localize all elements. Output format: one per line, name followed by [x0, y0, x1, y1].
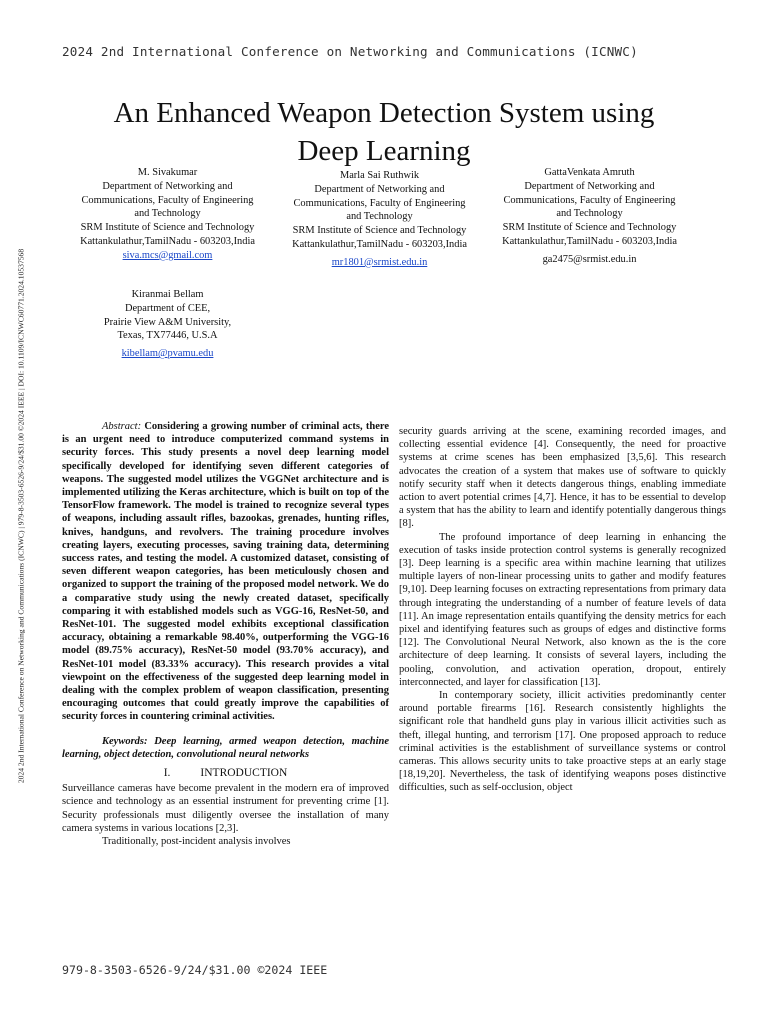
author-dept: Communications, Faculty of Engineering — [293, 197, 466, 209]
right-column — [399, 425, 726, 795]
intro-paragraph-2: Traditionally, post-incident analysis involves — [102, 836, 291, 848]
author-block-1 — [60, 166, 275, 263]
author-email-link[interactable]: siva.mcs@gmail.com — [122, 249, 213, 261]
author-address: Kattankulathur,TamilNadu - 603203,India — [80, 235, 255, 247]
section-number: I. — [163, 767, 171, 780]
author-dept: Department of Networking and — [524, 180, 655, 192]
body-paragraph-1: security guards arriving at the scene, examining recorded images, and collecting essential evidence [4]. Consequently, the need for proactive systems at crime scenes has been emphasized [3,5,6]. This research advocates the creation of a system that makes use of software to quickly notify security staff when it detects dangerous things, enabling immediate action to avert potential crimes [4,7]. Hence, it has to be essential to develop a system that has the ability to learn and identify potentially dangerous things [8]. — [399, 426, 726, 530]
author-dept: and Technology — [346, 211, 413, 223]
abstract-text: Considering a growing number of criminal acts, there is an urgent need to introduce computerized command systems in security forces. This study presents a novel deep learning model specifically developed for identifying seven different categories of weapons. The suggested model utilizes the VGGNet architecture and is implemented utilizing the Keras architecture, which is built on top of the TensorFlow framework. The model is trained to recognize several types of weapons, including assault rifles, bazookas, grenades, hunting rifles, knives, handguns, and revolvers. The training procedure involves creating layers, executing processes, saving training data, determining success rates, and testing the model. A customized dataset, consisting of seven different weapon categories, has been meticulously chosen and organized to support the training of the proposed model network. We do a comparative study using the newly created dataset, specifically comparing it with established models such as VGG-16, ResNet-50, and ResNet-101. The suggested model exhibits exceptional classification accuracy, obtaining a remarkable 98.40%, outperforming the VGG-16 model (89.75% accuracy), ResNet-50 model (93.70% accuracy), and ResNet-101 model (83.33% accuracy). This research provides a vital viewpoint on the effectiveness of the suggested deep learning model in dealing with the complex problem of weapon classification, presenting encouraging outcomes that could greatly improve the capabilities of security forces in countering criminal activities. — [62, 421, 390, 723]
copyright-footer: 979-8-3503-6526-9/24/$31.00 ©2024 IEEE — [62, 963, 328, 977]
author-affiliation: Prairie View A&M University, — [103, 316, 232, 328]
title-line-1: An Enhanced Weapon Detection System using — [113, 97, 655, 129]
author-institution: SRM Institute of Science and Technology — [80, 222, 255, 234]
paper-title — [60, 94, 708, 170]
author-block-3 — [482, 166, 697, 267]
author-name: GattaVenkata Amruth — [544, 167, 635, 178]
author-dept: Department of Networking and — [102, 180, 233, 192]
section-title: INTRODUCTION — [200, 767, 288, 780]
author-block-2 — [272, 169, 487, 270]
keywords-text: Deep learning, armed weapon detection, machine learning, object detection, convolutional neural networks — [62, 735, 389, 760]
abstract-label: Abstract: — [102, 421, 142, 432]
keywords-label: Keywords: — [102, 735, 148, 747]
body-paragraph-2: The profound importance of deep learning in enhancing the execution of tasks inside protection control systems is generally recognized [3]. Deep learning is a specific area within machine learning that utilizes multiple layers of non-linear processing units to gather and modify features [9,10]. Deep learning focuses on extracting representations from primary data through integrating the understanding of a number of feature levels of data [11]. An image representation entails quantifying the density metrics for each pixel and identifying features such as groups of edges and distinctive forms [12]. The Convolutional Neural Network, also known as the is the core architecture of deep learning. It consists of several layers, including the pooling, convolution, and activation operation, dropout, entirely interconnected, and layer for classification [13]. — [399, 531, 726, 688]
author-institution: SRM Institute of Science and Technology — [502, 222, 677, 234]
author-dept: and Technology — [134, 208, 201, 220]
left-column — [62, 420, 389, 848]
author-name: Marla Sai Ruthwik — [339, 170, 420, 181]
title-line-2: Deep Learning — [297, 135, 471, 167]
author-block-4 — [60, 288, 275, 361]
author-name: Kiranmai Bellam — [131, 289, 204, 300]
author-address: Kattankulathur,TamilNadu - 603203,India — [292, 238, 467, 250]
author-dept: Department of Networking and — [314, 183, 445, 195]
author-dept: Communications, Faculty of Engineering — [81, 194, 254, 206]
author-email: ga2475@srmist.edu.in — [542, 253, 637, 265]
doi-sidebar-text: 2024 2nd International Conference on Networking and Communications (ICNWC) | 979-8-3503-6526-9/24/$31.00 ©2024 IEEE | DOI: 10.1109/ICNWC60771.2024.10537568 — [16, 248, 26, 784]
author-dept: Communications, Faculty of Engineering — [503, 194, 676, 206]
keywords-paragraph — [62, 735, 389, 761]
author-address: Kattankulathur,TamilNadu - 603203,India — [502, 235, 677, 247]
section-heading — [62, 767, 389, 780]
body-paragraph-3: In contemporary society, illicit activities predominantly center around portable firearms [16]. Research consistently highlights the significant role that handheld guns play in various illicit activities such as theft, illegal hunting, and terrorism [17]. One proposed approach to reduce criminal activities is the establishment of surveillance systems or control cameras. This allows security units to take proactive steps at an early stage [18,19,20]. Nevertheless, the task of identifying weapons poses distinctive difficulties, such as self-occlusion, object — [399, 690, 726, 794]
author-dept: and Technology — [556, 208, 623, 220]
author-email-link[interactable]: kibellam@pvamu.edu — [121, 348, 214, 360]
author-affiliation: Department of CEE, — [124, 302, 211, 314]
conference-header: 2024 2nd International Conference on Networking and Communications (ICNWC) — [62, 44, 638, 59]
author-institution: SRM Institute of Science and Technology — [292, 225, 467, 237]
intro-paragraph-1: Surveillance cameras have become prevalent in the modern era of improved science and technology as an essential instrument for preventing crime [1]. Security professionals must diligently oversee the installation of many camera systems in various locations [2,3]. — [62, 783, 389, 834]
author-name: M. Sivakumar — [137, 167, 198, 178]
abstract-paragraph — [62, 420, 389, 724]
author-affiliation: Texas, TX77446, U.S.A — [117, 330, 218, 342]
author-email-link[interactable]: mr1801@srmist.edu.in — [331, 256, 428, 268]
